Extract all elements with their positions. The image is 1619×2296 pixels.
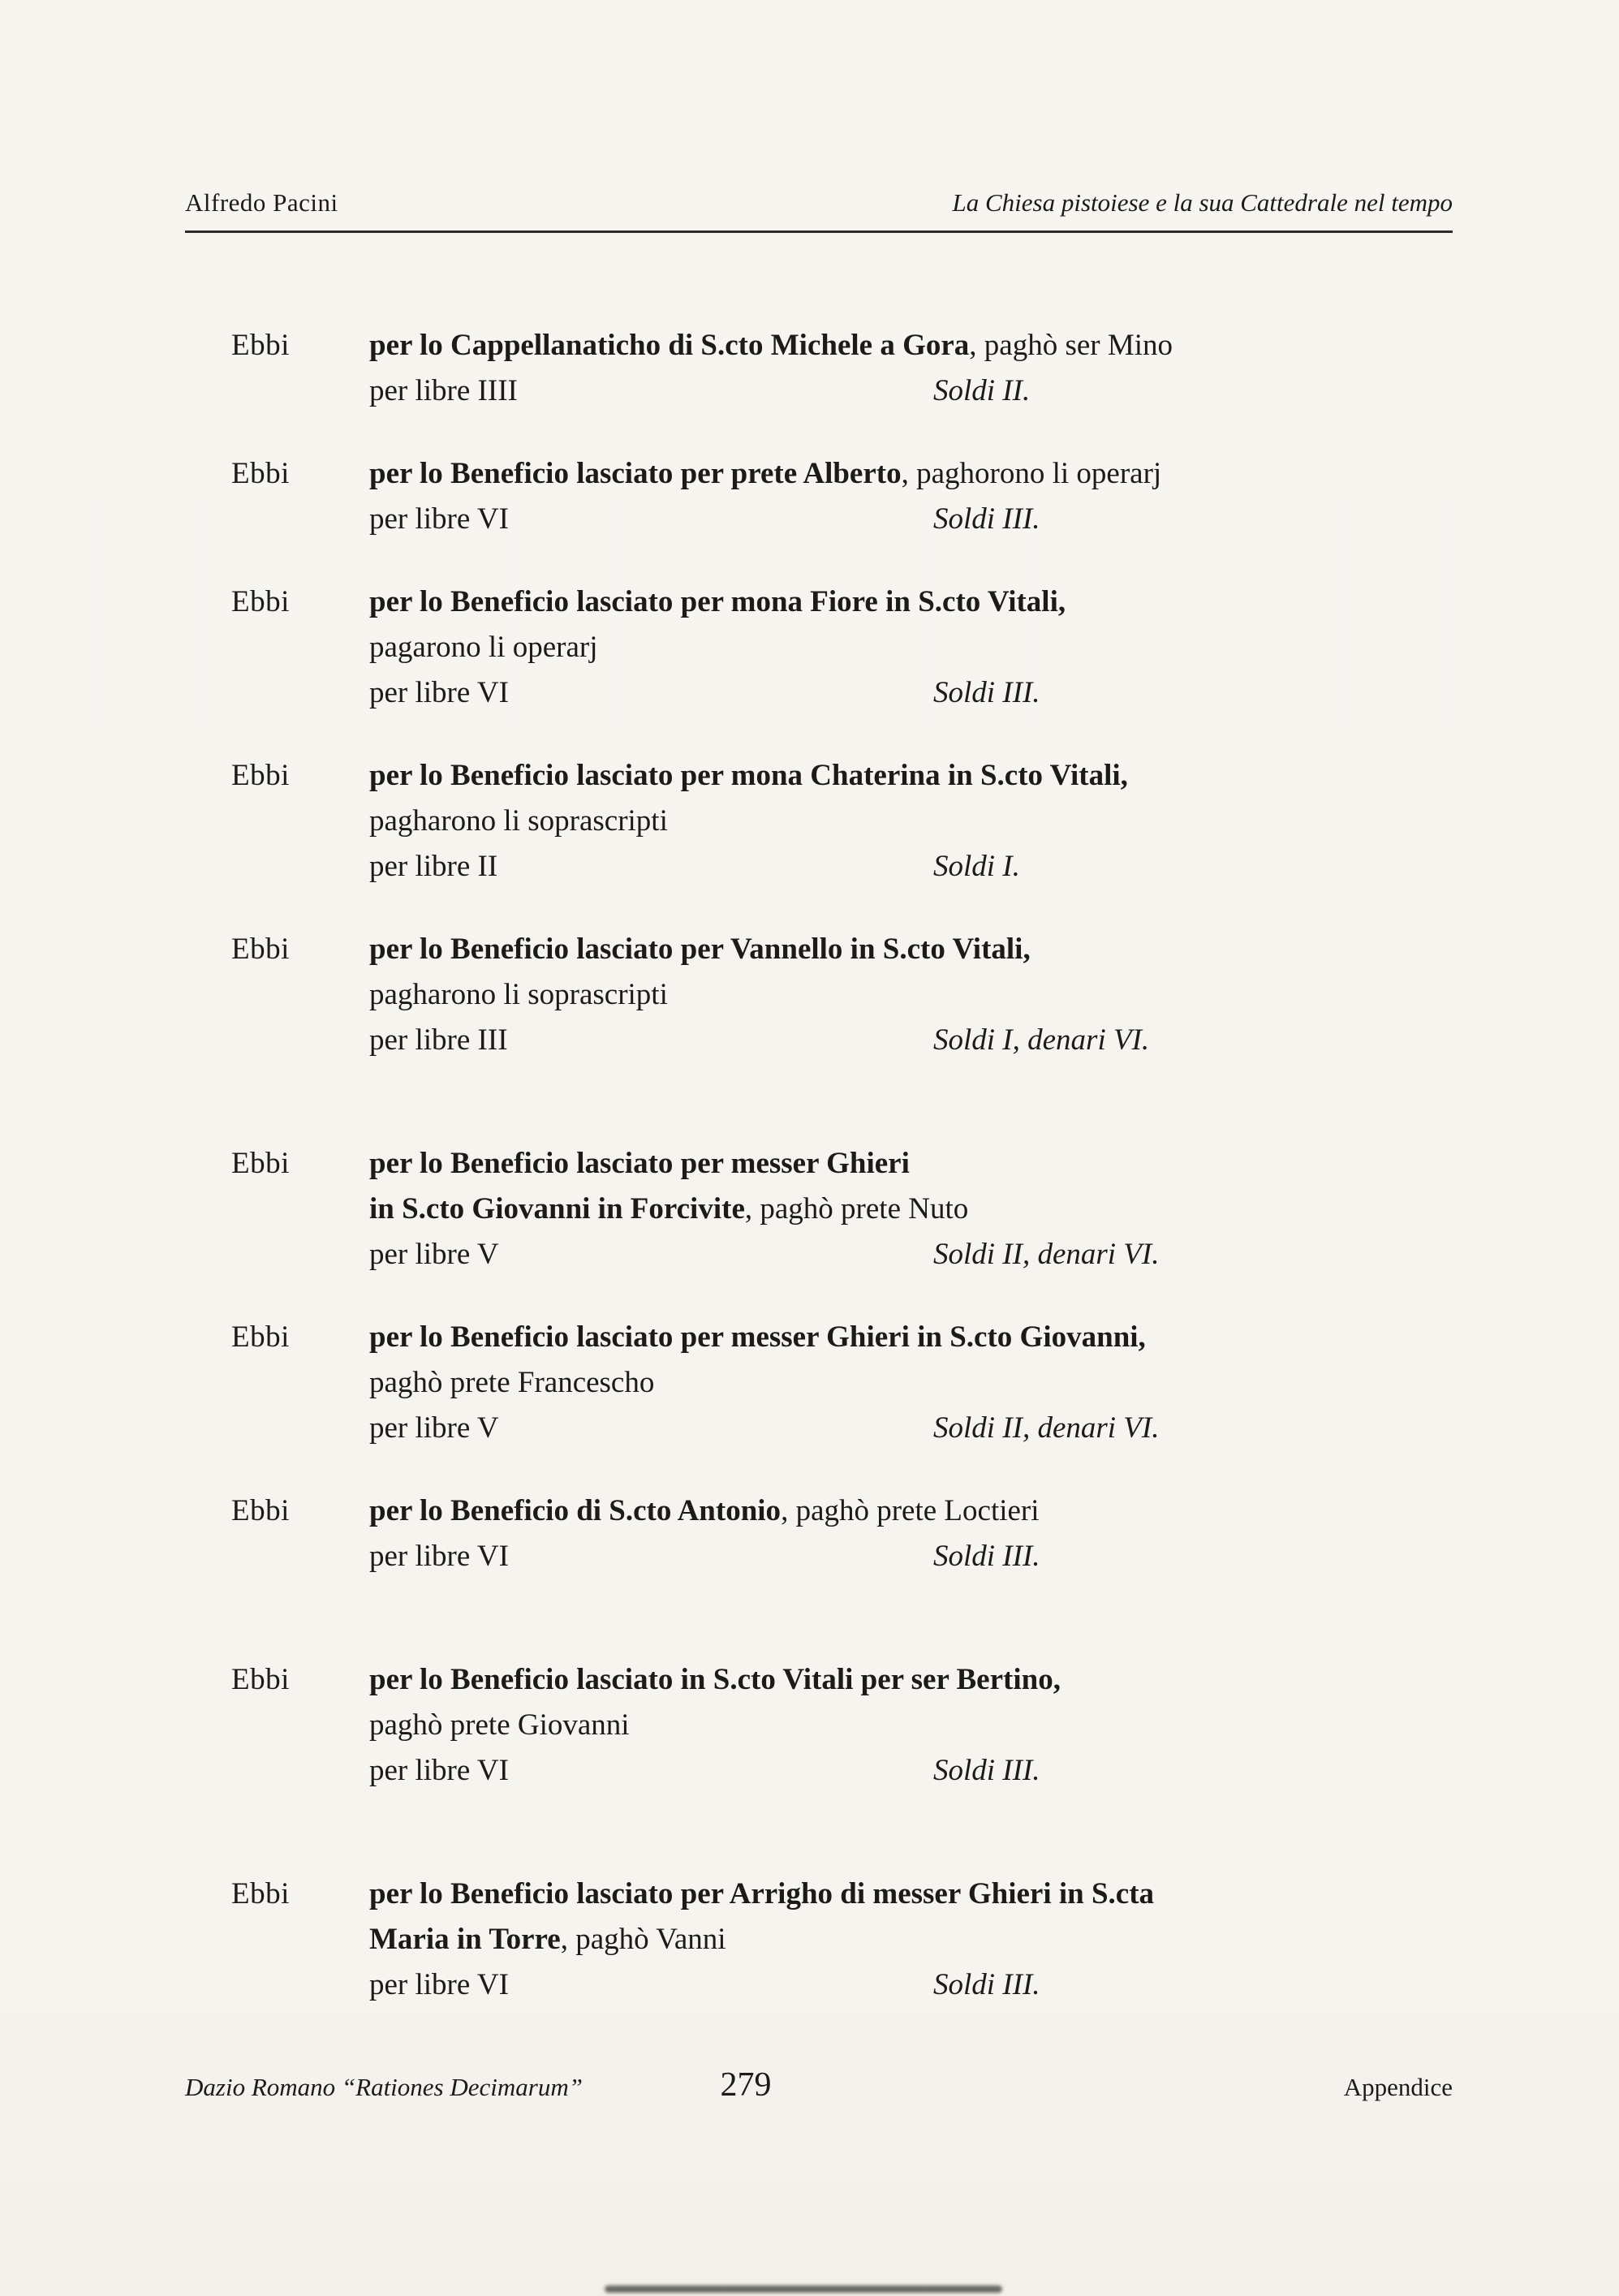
entry-payer-text: , paghorono li operarj [901, 457, 1162, 490]
entry-body [369, 927, 1465, 1063]
ledger-entry [231, 1657, 1465, 1794]
entry-amount-line [369, 1748, 1465, 1794]
entry-payer-text: pagarono li operarj [369, 631, 598, 664]
entry-text-line [369, 1360, 1465, 1406]
ledger-entry [231, 1315, 1465, 1451]
entry-payer-text: , paghò prete Loctieri [781, 1494, 1040, 1527]
entry-benefice-text: per lo Cappellanaticho di S.cto Michele a Gora [369, 329, 970, 362]
entry-libre-value: per libre VI [369, 676, 509, 709]
entry-amount-line [369, 670, 1465, 716]
entry-body [369, 451, 1465, 542]
entry-body [369, 1657, 1465, 1794]
entry-text-line [369, 927, 1465, 972]
entry-amount-line [369, 1018, 1465, 1063]
entry-benefice-text: per lo Beneficio lasciato per prete Alberto [369, 457, 902, 490]
entry-payer-text: paghò prete Francescho [369, 1366, 655, 1399]
entry-soldi-value: Soldi I, denari VI. [933, 1023, 1150, 1057]
entry-soldi-value: Soldi III. [933, 676, 1040, 709]
scan-artifact [605, 2285, 1002, 2293]
entry-body [369, 1315, 1465, 1451]
entry-soldi-value: Soldi II, denari VI. [933, 1411, 1160, 1445]
entry-body [369, 579, 1465, 716]
footer-page-number: 279 [720, 2066, 772, 2104]
ledger-entry [231, 753, 1465, 890]
ledger-entry [231, 323, 1465, 414]
entry-label: Ebbi [231, 933, 290, 966]
entry-benefice-text: per lo Beneficio lasciato per Vannello in S.cto Vitali, [369, 933, 1031, 966]
entry-payer-text: pagharono li soprascripti [369, 978, 668, 1011]
header-book-title: La Chiesa pistoiese e la sua Cattedrale nel tempo [952, 188, 1453, 217]
entry-text-line [369, 1703, 1465, 1748]
entry-amount-line [369, 1406, 1465, 1451]
entry-text-line [369, 1315, 1465, 1360]
entry-libre-value: per libre IIII [369, 374, 518, 407]
entry-label: Ebbi [231, 329, 290, 362]
ledger-entry [231, 579, 1465, 716]
entry-soldi-value: Soldi III. [933, 1968, 1040, 2001]
entry-soldi-value: Soldi III. [933, 1754, 1040, 1787]
entry-amount-line [369, 1232, 1465, 1277]
entry-libre-value: per libre VI [369, 1754, 509, 1787]
entries [231, 323, 1465, 2045]
entry-benefice-text: per lo Beneficio lasciato in S.cto Vitali per ser Bertino, [369, 1663, 1061, 1696]
entry-benefice-text: per lo Beneficio lasciato per Arrigho di messer Ghieri in S.cta [369, 1877, 1155, 1910]
entry-benefice-text: in S.cto Giovanni in Forcivite [369, 1192, 745, 1226]
ledger-entry [231, 927, 1465, 1063]
entry-libre-value: per libre VI [369, 502, 509, 536]
entry-text-line [369, 1657, 1465, 1703]
entry-libre-value: per libre V [369, 1411, 499, 1445]
entry-payer-text: , paghò prete Nuto [744, 1192, 969, 1226]
entry-text-line [369, 1917, 1465, 1962]
entry-benefice-text: per lo Beneficio lasciato per messer Ghieri in S.cto Giovanni, [369, 1320, 1146, 1354]
entry-amount-line [369, 497, 1465, 542]
ledger-entry [231, 1872, 1465, 2008]
entry-label: Ebbi [231, 1877, 290, 1910]
footer-series-title: Dazio Romano “Rationes Decimarum” [185, 2073, 583, 2101]
ledger-entry [231, 451, 1465, 542]
entry-label: Ebbi [231, 457, 290, 490]
entry-soldi-value: Soldi II. [933, 374, 1031, 407]
entry-label: Ebbi [231, 1320, 290, 1354]
ledger-entry [231, 1488, 1465, 1579]
entry-body [369, 1141, 1465, 1277]
entry-text-line [369, 1488, 1465, 1534]
entry-soldi-value: Soldi III. [933, 1540, 1040, 1573]
entry-benefice-text: per lo Beneficio di S.cto Antonio [369, 1494, 782, 1527]
entry-body [369, 323, 1465, 414]
entry-body [369, 753, 1465, 890]
entry-text-line [369, 1187, 1465, 1232]
entry-libre-value: per libre III [369, 1023, 508, 1057]
entry-body [369, 1872, 1465, 2008]
entry-libre-value: per libre VI [369, 1540, 509, 1573]
entry-benefice-text: Maria in Torre [369, 1923, 561, 1956]
entry-label: Ebbi [231, 759, 290, 792]
entry-amount-line [369, 844, 1465, 890]
entry-text-line [369, 799, 1465, 844]
entry-text-line [369, 625, 1465, 670]
entry-label: Ebbi [231, 1663, 290, 1696]
entry-soldi-value: Soldi II, denari VI. [933, 1238, 1160, 1271]
entry-text-line [369, 579, 1465, 625]
entry-libre-value: per libre II [369, 850, 498, 883]
entry-label: Ebbi [231, 585, 290, 618]
entry-text-line [369, 1141, 1465, 1187]
entry-amount-line [369, 1962, 1465, 2008]
entry-text-line [369, 753, 1465, 799]
entry-text-line [369, 972, 1465, 1018]
entry-label: Ebbi [231, 1147, 290, 1180]
entry-payer-text: pagharono li soprascripti [369, 804, 668, 838]
entry-label: Ebbi [231, 1494, 290, 1527]
entry-payer-text: paghò prete Giovanni [369, 1708, 630, 1742]
entry-text-line [369, 1872, 1465, 1917]
entry-benefice-text: per lo Beneficio lasciato per mona Fiore in S.cto Vitali, [369, 585, 1066, 618]
entry-libre-value: per libre V [369, 1238, 499, 1271]
entry-text-line [369, 323, 1465, 368]
ledger-entry [231, 1141, 1465, 1277]
entry-libre-value: per libre VI [369, 1968, 509, 2001]
footer-section-label: Appendice [1343, 2073, 1453, 2101]
entry-amount-line [369, 1534, 1465, 1579]
entry-benefice-text: per lo Beneficio lasciato per mona Chaterina in S.cto Vitali, [369, 759, 1128, 792]
entry-benefice-text: per lo Beneficio lasciato per messer Ghieri [369, 1147, 910, 1180]
entry-soldi-value: Soldi I. [933, 850, 1020, 883]
entry-text-line [369, 451, 1465, 497]
entry-amount-line [369, 368, 1465, 414]
header-author: Alfredo Pacini [185, 188, 338, 217]
running-footer [185, 2066, 1453, 2104]
entry-payer-text: , paghò Vanni [560, 1923, 726, 1956]
entry-payer-text: , paghò ser Mino [969, 329, 1173, 362]
running-header [185, 188, 1453, 233]
entry-body [369, 1488, 1465, 1579]
entry-soldi-value: Soldi III. [933, 502, 1040, 536]
